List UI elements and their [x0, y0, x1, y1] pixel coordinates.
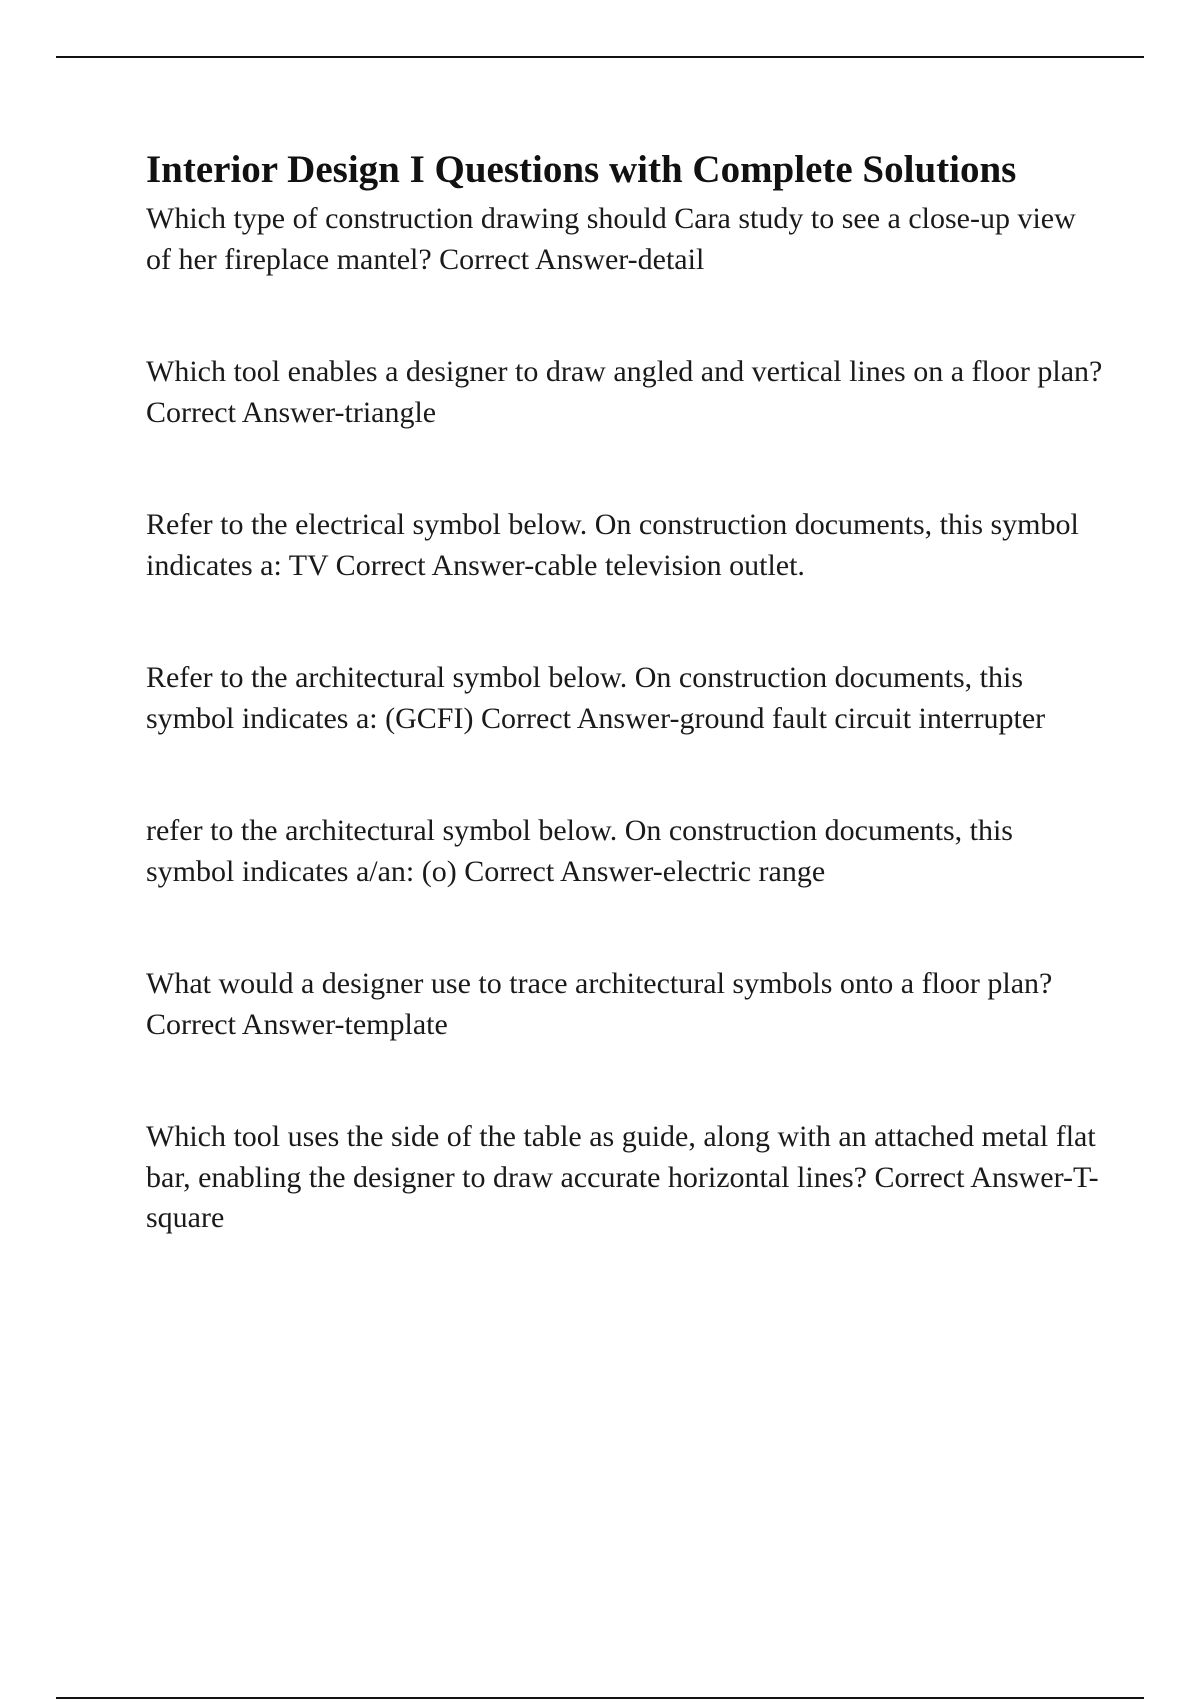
qa-item-7: Which tool uses the side of the table as guide, along with an attached metal flat bar, enabling the designer to draw accurate horizontal lines? Correct Answer-T-square	[146, 1120, 1099, 1234]
qa-item-2: Which tool enables a designer to draw angled and vertical lines on a floor plan? Correct Answer-triangle	[146, 355, 1103, 429]
qa-item-3: Refer to the electrical symbol below. On construction documents, this symbol indicates a: TV Correct Answer-cable television outlet.	[146, 508, 1079, 582]
document-title: Interior Design I Questions with Complete Solutions	[146, 148, 1017, 191]
qa-item-5: refer to the architectural symbol below. On construction documents, this symbol indicates a/an: (o) Correct Answer-electric range	[146, 814, 1013, 888]
header-rule	[56, 56, 1144, 58]
qa-item-4: Refer to the architectural symbol below. On construction documents, this symbol indicates a: (GCFI) Correct Answer-ground fault circuit interrupter	[146, 661, 1046, 735]
document-body	[146, 140, 1106, 1239]
qa-list	[146, 199, 1106, 1239]
footer-rule	[56, 1697, 1144, 1699]
qa-item-6: What would a designer use to trace architectural symbols onto a floor plan? Correct Answer-template	[146, 967, 1053, 1041]
qa-item-1: Which type of construction drawing should Cara study to see a close-up view of her fireplace mantel? Correct Answer-detail	[146, 202, 1076, 276]
